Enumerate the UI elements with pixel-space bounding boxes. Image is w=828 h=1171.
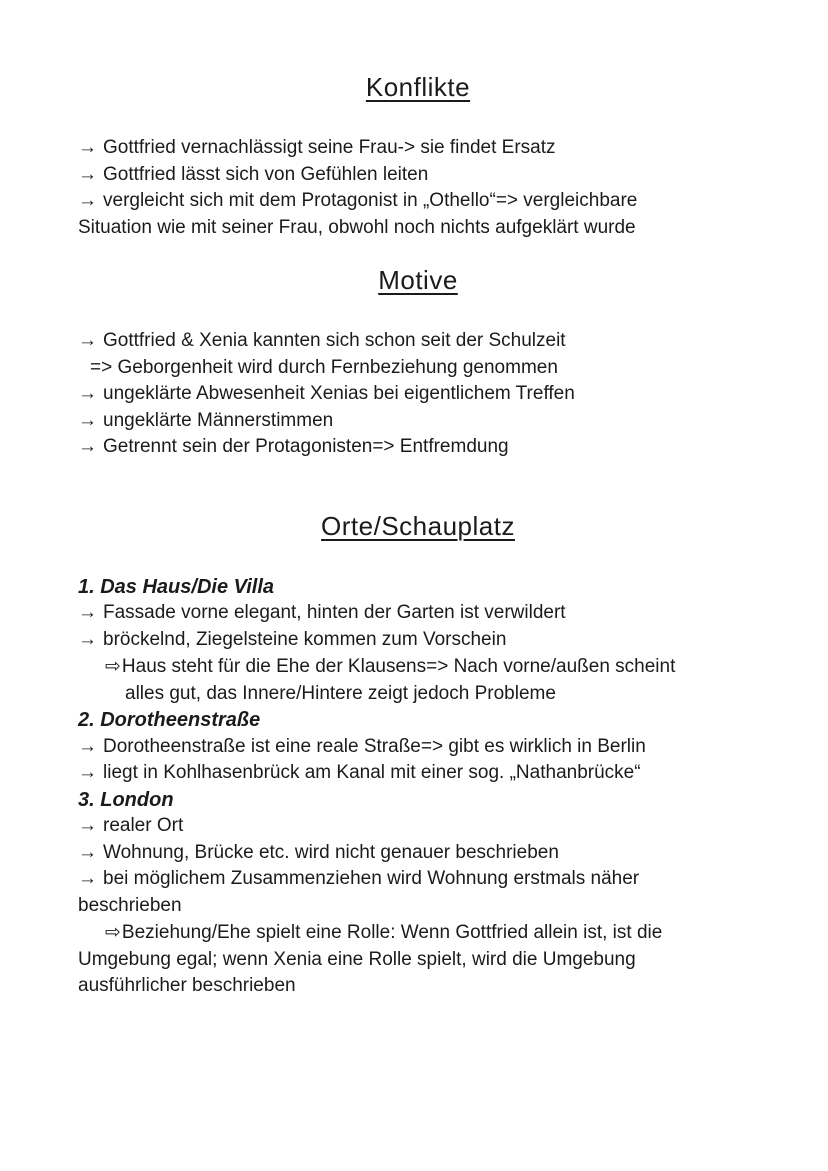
note-line: [78, 215, 758, 242]
line-text: bröckelnd, Ziegelsteine kommen zum Vorschein: [103, 628, 507, 650]
arrow-bullet-icon: →: [78, 762, 97, 783]
note-line: [78, 760, 758, 787]
line-text: Wohnung, Brücke etc. wird nicht genauer beschrieben: [103, 841, 559, 863]
arrow-bullet-icon: →: [78, 868, 97, 889]
line-text: ausführlicher beschrieben: [78, 975, 296, 996]
arrow-bullet-icon: →: [78, 735, 97, 757]
line-text: Getrennt sein der Protagonisten=> Entfremdung: [103, 436, 509, 457]
line-text: beschrieben: [78, 894, 182, 916]
line-text: bei möglichem Zusammenziehen wird Wohnung erstmals näher: [103, 868, 640, 889]
note-line: [78, 840, 758, 867]
line-text: ungeklärte Männerstimmen: [103, 409, 334, 431]
section-heading-motive: Motive: [378, 265, 458, 295]
hollow-arrow-bullet-icon: ⇨: [105, 655, 121, 677]
section-heading-orte: Orte/Schauplatz: [321, 510, 515, 541]
note-line: [78, 866, 758, 893]
note-line: [78, 328, 758, 355]
section-lines: [78, 135, 758, 241]
line-text: 2. Dorotheenstraße: [78, 709, 261, 731]
section-heading-konflikte: Konflikte: [365, 72, 471, 102]
arrow-bullet-icon: →: [78, 436, 97, 457]
note-line: [78, 893, 758, 920]
note-line: [78, 813, 758, 840]
arrow-bullet-icon: →: [78, 409, 97, 431]
note-line: [78, 434, 758, 461]
note-line: [78, 734, 758, 761]
line-text: Dorotheenstraße ist eine reale Straße=> gibt es wirklich in Berlin: [103, 735, 646, 757]
note-line: [78, 627, 758, 654]
arrow-bullet-icon: →: [78, 137, 97, 158]
numbered-subheading: [78, 707, 758, 734]
arrow-bullet-icon: →: [78, 330, 97, 351]
arrow-bullet-icon: →: [78, 602, 97, 623]
line-text: Situation wie mit seiner Frau, obwohl noch nichts aufgeklärt wurde: [78, 216, 636, 238]
hollow-arrow-bullet-icon: ⇨: [105, 921, 121, 943]
note-line: [78, 947, 758, 974]
note-line: [78, 973, 758, 1000]
line-text: 1. Das Haus/Die Villa: [78, 575, 275, 598]
line-text: vergleicht sich mit dem Protagonist in „Othello“=> vergleichbare: [103, 190, 638, 211]
note-line: [78, 162, 758, 189]
numbered-subheading: [78, 574, 758, 601]
arrow-bullet-icon: →: [78, 190, 97, 211]
note-line: [78, 408, 758, 435]
line-text: => Geborgenheit wird durch Fernbeziehung genommen: [90, 356, 558, 378]
line-text: 3. London: [78, 788, 174, 811]
note-line: [78, 919, 758, 947]
line-text: ungeklärte Abwesenheit Xenias bei eigentlichem Treffen: [103, 383, 575, 404]
line-text: Fassade vorne elegant, hinten der Garten ist verwildert: [103, 602, 566, 623]
arrow-bullet-icon: →: [78, 163, 97, 185]
numbered-subheading: [78, 787, 758, 814]
section-lines: [78, 574, 758, 1000]
arrow-bullet-icon: →: [78, 383, 97, 404]
line-text: realer Ort: [103, 815, 184, 836]
arrow-bullet-icon: →: [78, 815, 97, 836]
line-text: Gottfried vernachlässigt seine Frau-> sie findet Ersatz: [103, 137, 556, 158]
line-text: alles gut, das Innere/Hintere zeigt jedoch Probleme: [125, 682, 556, 704]
arrow-bullet-icon: →: [78, 841, 97, 863]
line-text: Beziehung/Ehe spielt eine Rolle: Wenn Gottfried allein ist, ist die: [121, 922, 663, 943]
note-line: [78, 381, 758, 408]
section-orte: [78, 511, 758, 1000]
line-text: Umgebung egal; wenn Xenia eine Rolle spielt, wird die Umgebung: [78, 948, 636, 970]
note-line: [78, 135, 758, 162]
line-text: Gottfried & Xenia kannten sich schon seit der Schulzeit: [103, 330, 566, 351]
line-text: liegt in Kohlhasenbrück am Kanal mit einer sog. „Nathanbrücke“: [103, 762, 641, 783]
section-konflikte: [78, 72, 758, 241]
line-text: Gottfried lässt sich von Gefühlen leiten: [103, 163, 429, 185]
section-lines: [78, 328, 758, 461]
note-line: [78, 681, 758, 708]
section-motive: [78, 265, 758, 461]
arrow-bullet-icon: →: [78, 628, 97, 650]
note-line: [78, 355, 758, 382]
note-line: [78, 188, 758, 215]
note-line: [78, 653, 758, 681]
note-line: [78, 600, 758, 627]
line-text: Haus steht für die Ehe der Klausens=> Nach vorne/außen scheint: [121, 656, 676, 677]
